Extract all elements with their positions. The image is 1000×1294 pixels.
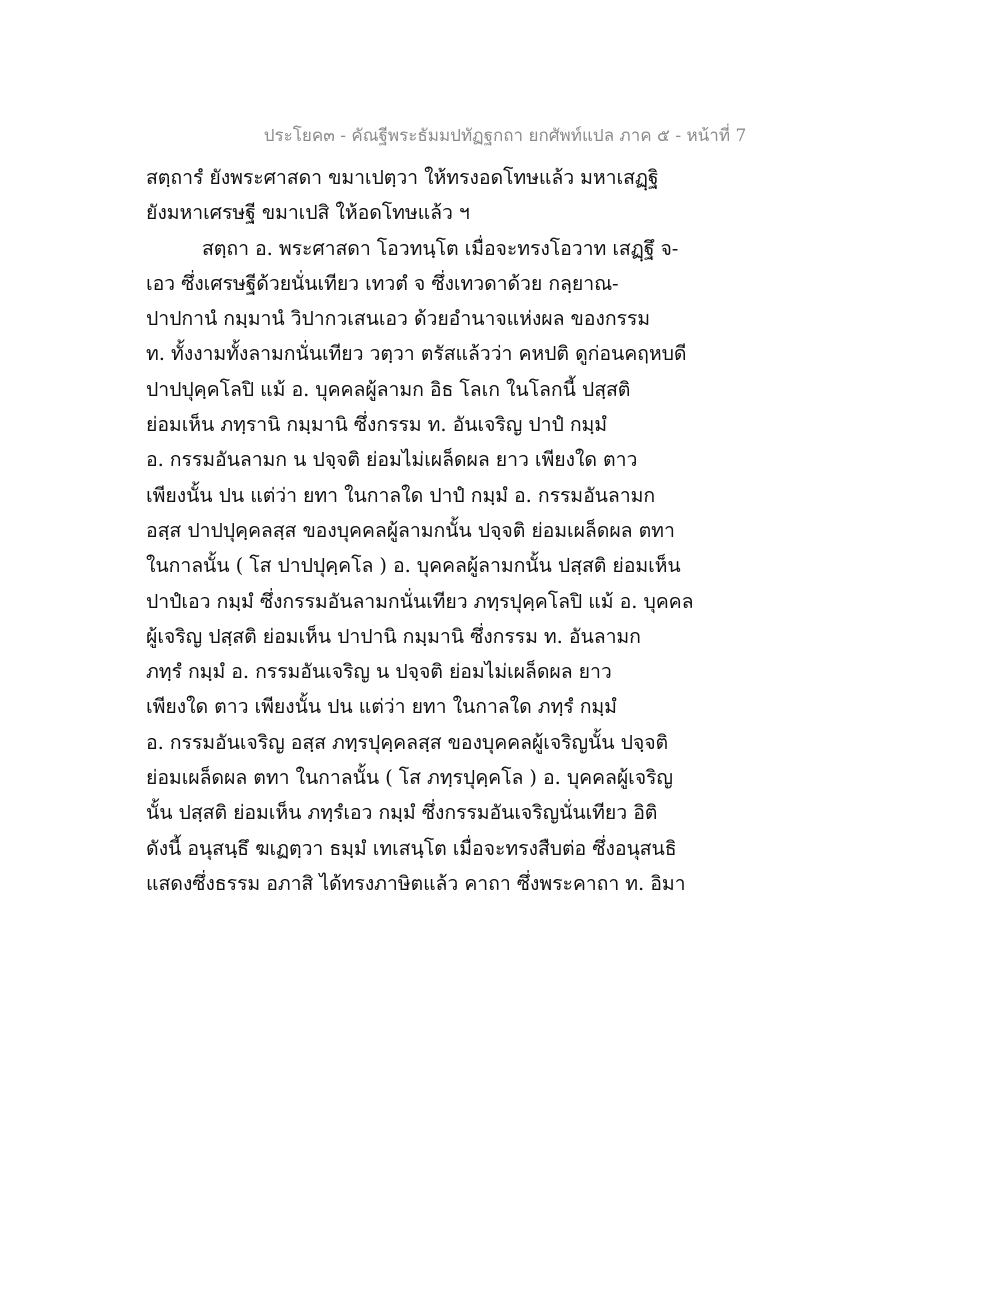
text-line: เอว ซึ่งเศรษฐีด้วยนั่นเทียว เทวตํ จ ซึ่งเทวดาด้วย กลฺยาณ-: [146, 271, 619, 295]
text-line: ย่อมเห็น ภทฺรานิ กมฺมานิ ซึ่งกรรม ท. อันเจริญ ปาปํ กมฺมํ: [146, 413, 608, 437]
text-line: ยังมหาเศรษฐี ขมาเปสิ ให้อดโทษแล้ว ฯ: [146, 201, 470, 225]
text-line: ปาปปุคฺคโลปิ แม้ อ. บุคคลผู้ลามก อิธ โลเก ในโลกนี้ ปสฺสติ: [146, 377, 631, 401]
text-line: อ. กรรมอันลามก น ปจฺจติ ย่อมไม่เผล็ดผล ยาว เพียงใด ตาว: [146, 448, 638, 472]
text-line: ปาปํเอว กมฺมํ ซึ่งกรรมอันลามกนั่นเทียว ภทฺรปุคฺคโลปิ แม้ อ. บุคคล: [146, 589, 694, 613]
text-line: ผู้เจริญ ปสฺสติ ย่อมเห็น ปาปานิ กมฺมานิ ซึ่งกรรม ท. อันลามก: [146, 624, 641, 648]
text-line: เพียงนั้น ปน แต่ว่า ยทา ในกาลใด ปาปํ กมฺมํ อ. กรรมอันลามก: [146, 483, 656, 507]
text-line: อสฺส ปาปปุคฺคลสฺส ของบุคคลผู้ลามกนั้น ปจฺจติ ย่อมเผล็ดผล ตทา: [146, 518, 675, 542]
text-line: สตฺถารํ ยังพระศาสดา ขมาเปตฺวา ให้ทรงอดโทษแล้ว มหาเสฏฺฐิ: [146, 166, 659, 189]
text-line: ท. ทั้งงามทั้งลามกนั่นเทียว วตฺวา ตรัสแล้วว่า คหปติ ดูก่อนคฤหบดี: [146, 342, 687, 366]
text-line: ย่อมเผล็ดผล ตทา ในกาลนั้น ( โส ภทฺรปุคฺคโล ) อ. บุคคลผู้เจริญ: [146, 766, 673, 790]
text-line: ปาปกานํ กมฺมานํ วิปากวเสนเอว ด้วยอำนาจแห่งผล ของกรรม: [146, 307, 651, 331]
paragraph-start-line: สตฺถา อ. พระศาสดา โอวทนฺโต เมื่อจะทรงโอวาท เสฏฺฐึ จ-: [202, 236, 679, 260]
text-line: ภทฺรํ กมฺมํ อ. กรรมอันเจริญ น ปจฺจติ ย่อมไม่เผล็ดผล ยาว: [146, 660, 612, 684]
text-line: แสดงซึ่งธรรม อภาสิ ได้ทรงภาษิตแล้ว คาถา ซึ่งพระคาถา ท. อิมา: [146, 871, 686, 895]
text-line: อ. กรรมอันเจริญ อสฺส ภทฺรปุคฺคลสฺส ของบุคคลผู้เจริญนั้น ปจฺจติ: [146, 730, 669, 754]
text-line: ในกาลนั้น ( โส ปาปปุคฺคโล ) อ. บุคคลผู้ลามกนั้น ปสฺสติ ย่อมเห็น: [146, 554, 681, 578]
body-text: [146, 160, 716, 901]
running-header: ประโยค๓ - คัณฐีพระธัมมปทัฏฐกถา ยกศัพท์แปล ภาค ๕ - หน้าที่ 7: [263, 126, 747, 146]
text-line: เพียงใด ตาว เพียงนั้น ปน แต่ว่า ยทา ในกาลใด ภทฺรํ กมฺมํ: [146, 695, 617, 719]
text-line: ดังนี้ อนุสนฺธึ ฆเฏตฺวา ธมฺมํ เทเสนฺโต เมื่อจะทรงสืบต่อ ซึ่งอนุสนธิ: [146, 836, 677, 860]
text-line: นั้น ปสฺสติ ย่อมเห็น ภทฺรํเอว กมฺมํ ซึ่งกรรมอันเจริญนั่นเทียว อิติ: [146, 801, 658, 825]
